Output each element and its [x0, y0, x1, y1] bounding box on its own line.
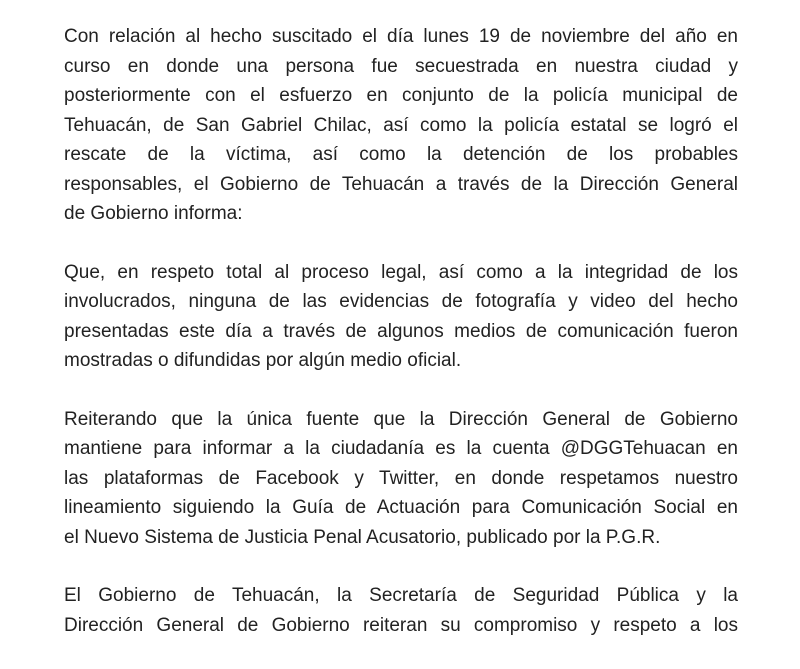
text-line: Dirección General de Gobierno reiteran su compromiso y respeto a los [64, 614, 738, 636]
text-line: mostradas o difundidas por algún medio oficial. [64, 350, 462, 371]
text-line: Reiterando que la única fuente que la Dirección General de Gobierno [64, 408, 738, 430]
text-line: las plataformas de Facebook y Twitter, en donde respetamos nuestro [64, 467, 738, 489]
text-line: presentadas este día a través de algunos medios de comunicación fueron [64, 320, 738, 342]
text-line: curso en donde una persona fue secuestrada en nuestra ciudad y [64, 55, 738, 77]
text-line: responsables, el Gobierno de Tehuacán a través de la Dirección General [64, 173, 738, 195]
text-line: lineamiento siguiendo la Guía de Actuación para Comunicación Social en [64, 497, 738, 518]
text-line: mantiene para informar a la ciudadanía es la cuenta @DGGTehuacan en [64, 438, 738, 459]
text-line: Que, en respeto total al proceso legal, así como a la integridad de los [64, 261, 738, 283]
text-line: involucrados, ninguna de las evidencias de fotografía y video del hecho [64, 291, 738, 312]
paragraph-commitment [64, 581, 738, 640]
text-line: Tehuacán, de San Gabriel Chilac, así como la policía estatal se logró el [64, 114, 738, 136]
paragraph-incident [64, 22, 738, 229]
text-line: de Gobierno informa: [64, 203, 243, 224]
text-line: rescate de la víctima, así como la detención de los probables [64, 144, 738, 165]
text-line: El Gobierno de Tehuacán, la Secretaría de Seguridad Pública y la [64, 585, 738, 606]
statement-body [64, 22, 738, 669]
text-line: el Nuevo Sistema de Justicia Penal Acusatorio, publicado por la P.G.R. [64, 526, 661, 548]
text-line: posteriormente con el esfuerzo en conjunto de la policía municipal de [64, 85, 738, 106]
paragraph-legal-respect [64, 258, 738, 376]
paragraph-official-source [64, 405, 738, 553]
text-line: Con relación al hecho suscitado el día lunes 19 de noviembre del año en [64, 26, 738, 47]
